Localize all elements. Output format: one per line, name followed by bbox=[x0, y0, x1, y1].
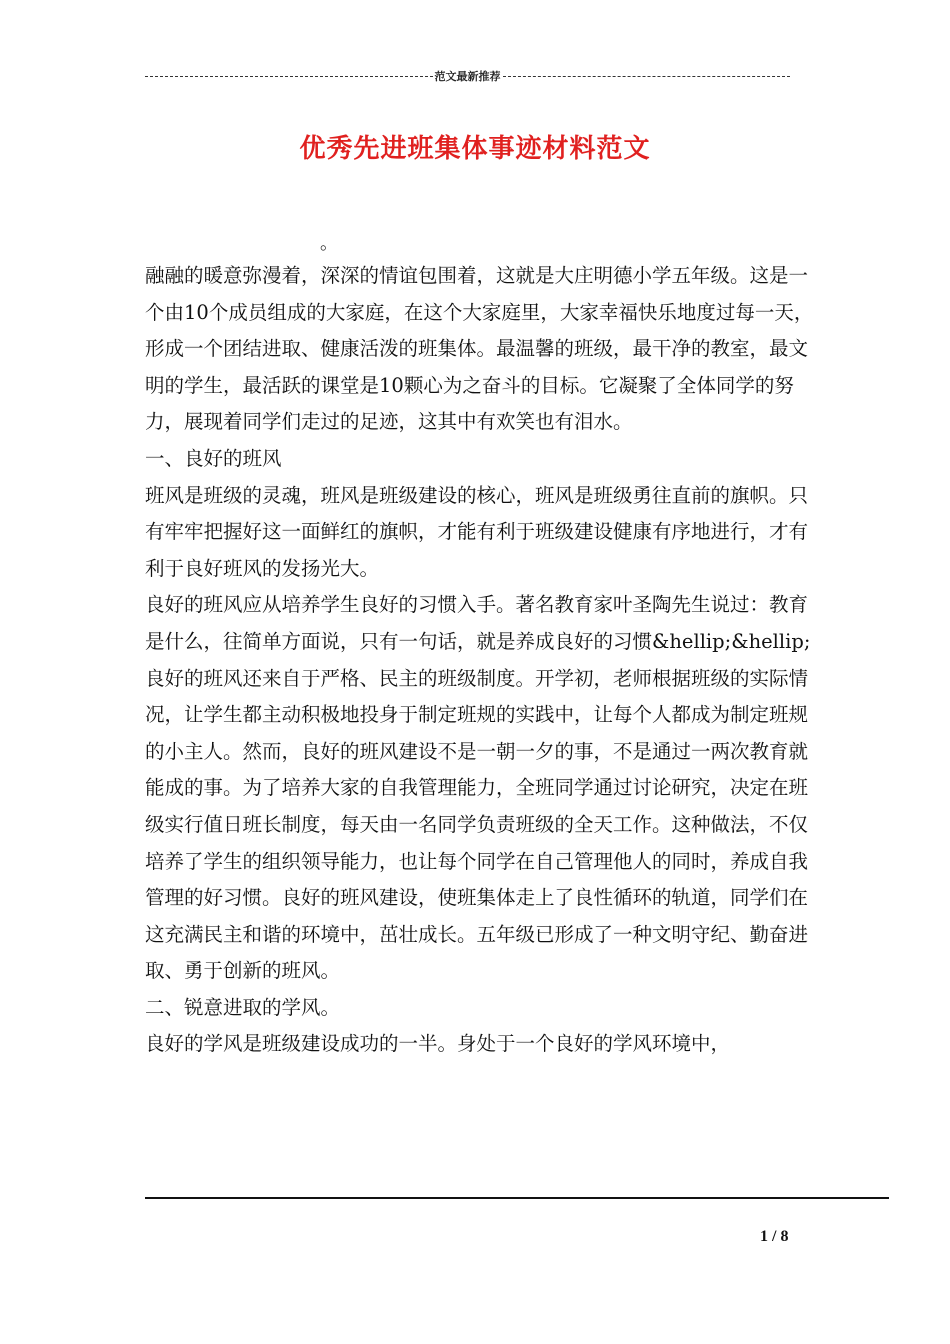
header-label: 范文最新推荐 bbox=[434, 70, 501, 83]
header-dash-left bbox=[145, 76, 433, 77]
paragraph: 良好的学风是班级建设成功的一半。身处于一个良好的学风环境中， bbox=[145, 1032, 731, 1056]
paragraph: 良好的班风应从培养学生良好的习惯入手。著名教育家叶圣陶先生说过：教育是什么，往简单方面说，只有一句话，就是养成良好的习惯&hellip;&hellip; bbox=[145, 593, 811, 653]
paragraph: 良好的班风还来自于严格、民主的班级制度。开学初，老师根据班级的实际情况，让学生都主动积极地投身于制定班规的实践中，让每个人都成为制定班规的小主人。然而，良好的班风建设不是一朝一夕的事，不是通过一两次教育就能成的事。为了培养大家的自我管理能力，全班同学通过讨论研究，决定在班级实行值日班长制度，每天由一名同学负责班级的全天工作。这种做法，不仅培养了学生的组织领导能力，也让每个同学在自己管理他人的同时，养成自我管理的好习惯。良好的班风建设，使班集体走上了良性循环的轨道，同学们在这充满民主和谐的环境中，茁壮成长。五年级已形成了一种文明守纪、勤奋进取、勇于创新的班风。 bbox=[145, 666, 809, 983]
document-title: 优秀先进班集体事迹材料范文 bbox=[299, 134, 651, 164]
footer-divider bbox=[145, 1197, 889, 1199]
paragraph: 融融的暖意弥漫着，深深的情谊包围着，这就是大庄明德小学五年级。这是一个由10个成员组成的大家庭，在这个大家庭里，大家幸福快乐地度过每一天，形成一个团结进取、健康活泼的班集体。最温馨的班级，最干净的教室，最文明的学生，最活跃的课堂是10颗心为之奋斗的目标。它凝聚了全体同学的努力，展现着同学们走过的足迹，这其中有欢笑也有泪水。 bbox=[145, 264, 814, 434]
header-dash-right bbox=[503, 76, 791, 77]
page-header bbox=[145, 66, 790, 86]
section-heading: 一、良好的班风 bbox=[145, 446, 282, 470]
paragraph: 班风是班级的灵魂，班风是班级建设的核心，班风是班级勇往直前的旗帜。只有牢牢把握好这一面鲜红的旗帜，才能有利于班级建设健康有序地进行，才有利于良好班风的发扬光大。 bbox=[145, 483, 809, 580]
section-heading: 二、锐意进取的学风。 bbox=[145, 995, 341, 1019]
stray-period: 。 bbox=[320, 233, 338, 254]
document-body bbox=[145, 258, 825, 1063]
page-number: 1 / 8 bbox=[760, 1228, 789, 1245]
